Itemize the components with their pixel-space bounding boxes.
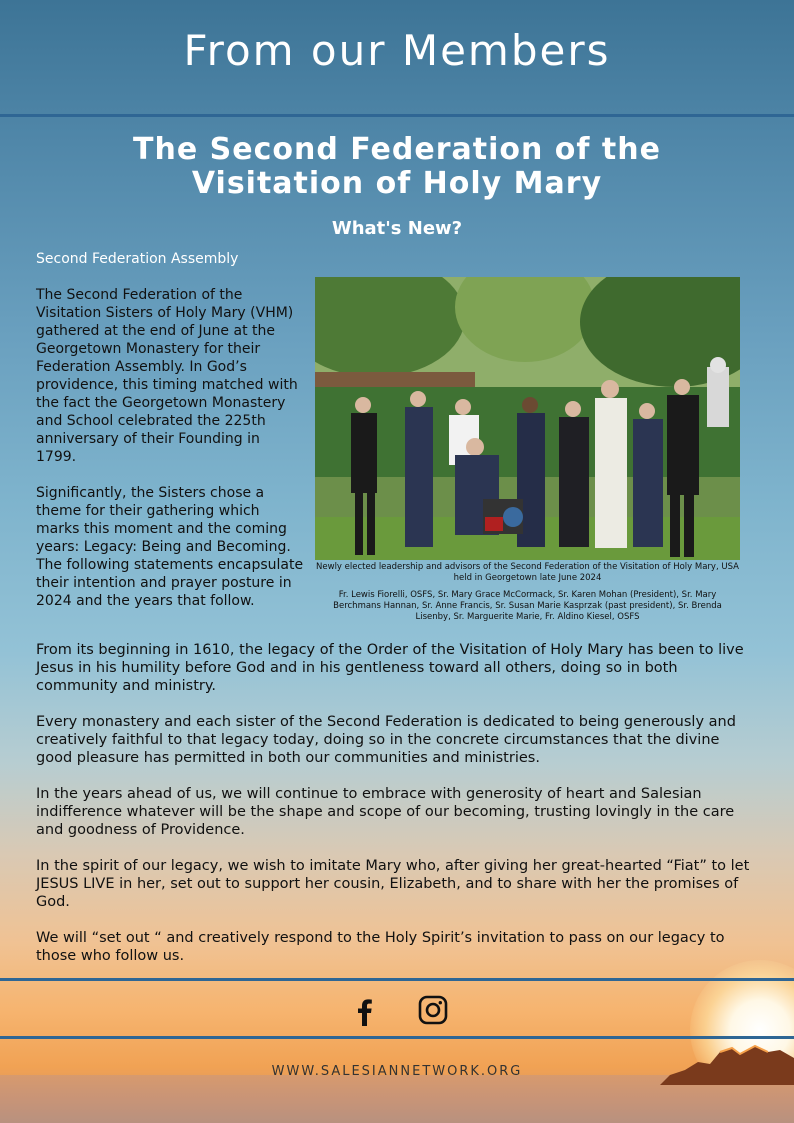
body-paragraph: In the years ahead of us, we will continue to embrace with generosity of heart and Salesian indifference whatever will be the shape and scope of our becoming, trusting lovingly in the care and goodness of Providence. — [36, 786, 735, 838]
body-paragraph: Every monastery and each sister of the Second Federation is dedicated to being generously and creatively faithful to that legacy today, doing so in the concrete circumstances that the divine good pleasure has permitted in both our communities and ministries. — [36, 714, 736, 766]
section-label: Second Federation Assembly — [36, 251, 239, 267]
photo-caption-block — [315, 562, 740, 629]
body-paragraph: In the spirit of our legacy, we wish to imitate Mary who, after giving her great-hearted “Fiat” to let JESUS LIVE in her, set out to support her cousin, Elizabeth, and to share with her the promises of God. — [36, 858, 750, 910]
footer-divider-bottom — [0, 1036, 794, 1039]
article-title — [0, 133, 794, 201]
body-paragraph: From its beginning in 1610, the legacy of the Order of the Visitation of Holy Mary has been to live Jesus in his humility before God and in his gentleness toward all others, doing so in both community and ministry. — [36, 642, 744, 694]
intro-text — [36, 286, 304, 628]
group-photo — [315, 277, 740, 560]
footer-divider-top — [0, 978, 794, 981]
intro-paragraph: The Second Federation of the Visitation Sisters of Holy Mary (VHM) gathered at the end of June at the Georgetown Monastery for their Federation Assembly. In God’s providence, this timing matched with the fact the Georgetown Monastery and School celebrated the 225th anniversary of their Founding in 1799. — [36, 287, 298, 465]
photo-names: Fr. Lewis Fiorelli, OSFS, Sr. Mary Grace McCormack, Sr. Karen Mohan (President), Sr. Mary Berchmans Hannan, Sr. Anne Francis, Sr. Susan Marie Kasprzak (past president), Sr. Brenda Lisenby, Sr. Marguerite Marie, Fr. Aldino Kiesel, OSFS — [333, 590, 722, 622]
social-icons — [350, 993, 460, 1029]
article-title-line-2: Visitation of Holy Mary — [191, 166, 603, 201]
instagram-icon[interactable] — [418, 995, 448, 1025]
article-body — [36, 641, 758, 983]
body-paragraph: We will “set out “ and creatively respond to the Holy Spirit’s invitation to pass on our legacy to those who follow us. — [36, 930, 725, 964]
article-subtitle: What's New? — [331, 218, 463, 239]
header-divider — [0, 114, 794, 117]
page-header-title: From our Members — [183, 26, 611, 75]
photo-caption: Newly elected leadership and advisors of the Second Federation of the Visitation of Holy Mary, USA held in Georgetown late June 2024 — [316, 562, 739, 583]
intro-paragraph: Significantly, the Sisters chose a theme for their gathering which marks this moment and the coming years: Legacy: Being and Becoming. The following statements encapsulate their intention and prayer posture in 2024 and the years that follow. — [36, 485, 304, 609]
footer-website-link[interactable]: WWW.SALESIANNETWORK.ORG — [271, 1064, 523, 1079]
article-title-line-1: The Second Federation of the — [133, 132, 661, 167]
facebook-icon[interactable] — [350, 996, 380, 1026]
